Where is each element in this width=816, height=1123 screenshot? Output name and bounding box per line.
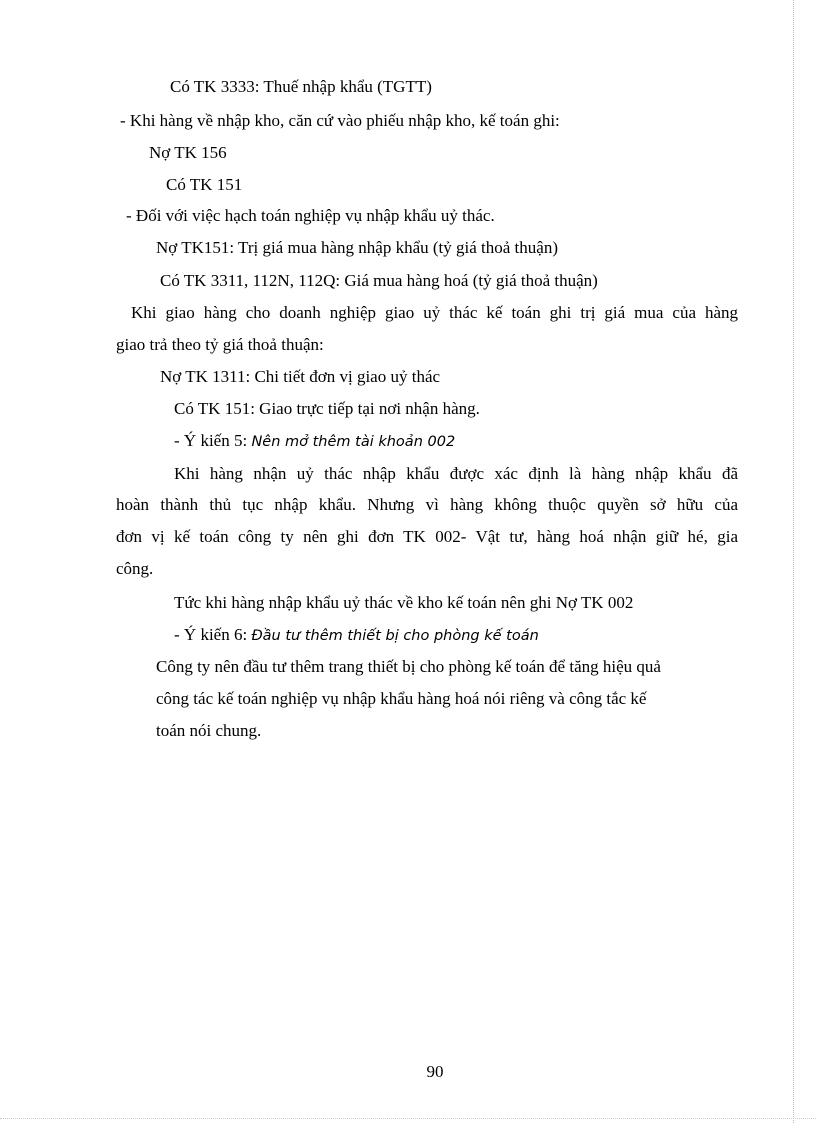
opinion-5-text: Nên mở thêm tài khoản 002: [251, 434, 456, 450]
text-line: Nợ TK 156: [149, 143, 227, 162]
text-line: Có TK 151: Giao trực tiếp tại nơi nhận hàng.: [174, 399, 480, 418]
text-line: công tác kế toán nghiệp vụ nhập khẩu hàng hoá nói riêng và công tắc kế: [156, 689, 647, 708]
text-line: Có TK 3333: Thuế nhập khẩu (TGTT): [170, 77, 432, 96]
opinion-6: [174, 624, 539, 647]
text-line: toán nói chung.: [156, 721, 262, 740]
text-line: hoàn thành thủ tục nhập khẩu. Nhưng vì hàng không thuộc quyền sở hữu của: [116, 495, 738, 514]
text-line: - Đối với việc hạch toán nghiệp vụ nhập khẩu uỷ thác.: [126, 206, 495, 225]
page-edge-right: [793, 0, 794, 1123]
opinion-5: [174, 430, 455, 453]
text-line: Khi hàng nhận uỷ thác nhập khẩu được xác định là hàng nhập khẩu đã: [174, 464, 738, 483]
text-line: đơn vị kế toán công ty nên ghi đơn TK 002- Vật tư, hàng hoá nhận giữ hé, gia: [116, 527, 738, 546]
page-edge-bottom: [0, 1118, 816, 1119]
text-line: giao trả theo tỷ giá thoả thuận:: [116, 335, 324, 354]
opinion-6-text: Đầu tư thêm thiết bị cho phòng kế toán: [251, 628, 539, 644]
text-line: công.: [116, 559, 154, 578]
text-line: Có TK 151: [166, 175, 243, 194]
opinion-6-label: - Ý kiến 6:: [174, 625, 252, 644]
opinion-5-label: - Ý kiến 5:: [174, 431, 252, 450]
text-line: Công ty nên đầu tư thêm trang thiết bị cho phòng kế toán để tăng hiệu quả: [156, 657, 661, 676]
text-line: Khi giao hàng cho doanh nghiệp giao uỷ thác kế toán ghi trị giá mua của hàng: [131, 303, 738, 322]
text-line: Có TK 3311, 112N, 112Q: Giá mua hàng hoá (tỷ giá thoả thuận): [160, 271, 598, 290]
page-number: 90: [426, 1062, 444, 1081]
text-line: Tức khi hàng nhập khẩu uỷ thác về kho kế toán nên ghi Nợ TK 002: [174, 593, 634, 612]
text-line: Nợ TK151: Trị giá mua hàng nhập khẩu (tỷ giá thoả thuận): [156, 238, 558, 257]
text-line: Nợ TK 1311: Chi tiết đơn vị giao uỷ thác: [160, 367, 441, 386]
text-line: - Khi hàng về nhập kho, căn cứ vào phiếu nhập kho, kế toán ghi:: [120, 111, 560, 130]
